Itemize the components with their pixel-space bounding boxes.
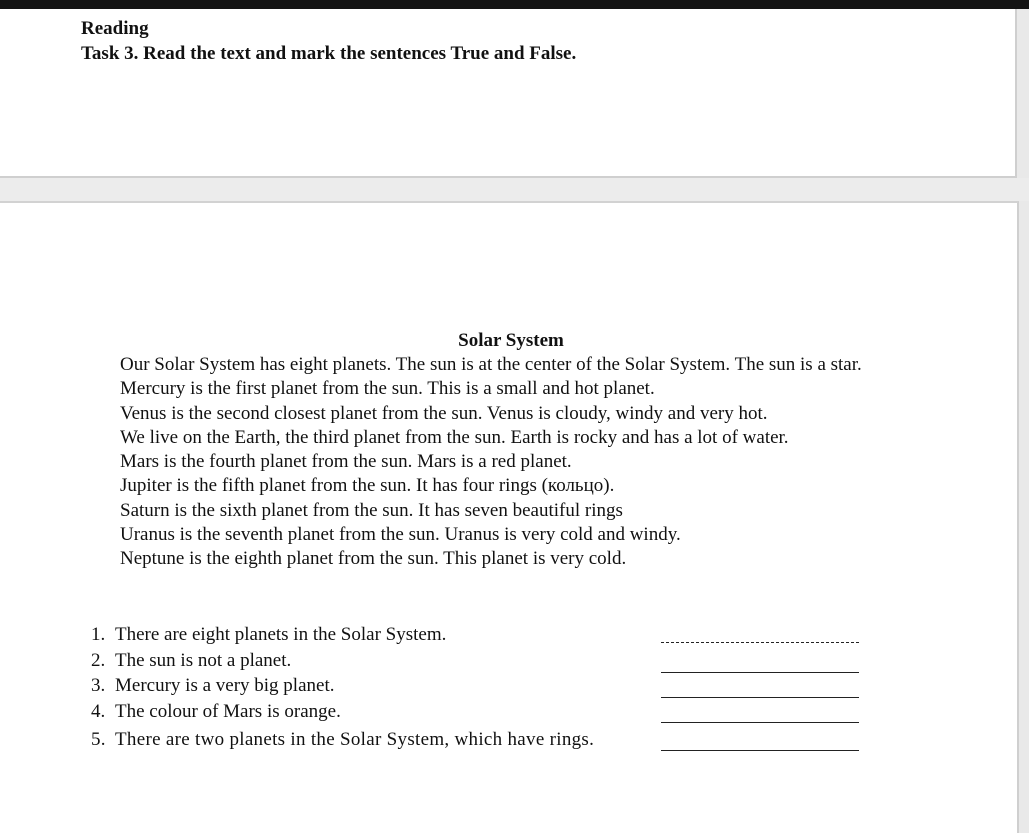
top-bar [0,0,1029,9]
paragraph: Uranus is the seventh planet from the sun. Uranus is very cold and windy. [120,524,681,546]
page-1 [0,9,1017,178]
page-gap [0,178,1029,201]
answer-line[interactable] [661,672,859,673]
paragraph: Mercury is the first planet from the sun. This is a small and hot planet. [120,378,655,400]
question-item [91,701,341,723]
question-text: There are eight planets in the Solar System. [115,624,447,645]
question-text: The colour of Mars is orange. [115,701,341,722]
question-number: 2. [91,650,106,671]
answer-line[interactable] [661,722,859,723]
question-text: Mercury is a very big planet. [115,675,335,696]
task-instruction: Task 3. Read the text and mark the sentences True and False. [81,43,577,64]
paragraph: Neptune is the eighth planet from the sun. This planet is very cold. [120,548,627,570]
paragraph: Our Solar System has eight planets. The sun is at the center of the Solar System. The sun is a star. [120,354,862,375]
question-item [91,650,291,672]
question-number: 1. [91,624,106,645]
paragraph: Mars is the fourth planet from the sun. Mars is a red planet. [120,451,572,473]
answer-line[interactable] [661,642,859,643]
section-heading: Reading [81,18,149,39]
article-text [80,353,910,572]
question-item [91,624,446,646]
paragraph: Venus is the second closest planet from the sun. Venus is cloudy, windy and very hot. [120,402,768,424]
question-text: The sun is not a planet. [115,650,292,671]
paragraph: Saturn is the sixth planet from the sun. It has seven beautiful rings [120,499,623,521]
answer-line[interactable] [661,750,859,751]
question-text: There are two planets in the Solar System, which have rings. [115,729,595,750]
paragraph: We live on the Earth, the third planet from the sun. Earth is rocky and has a lot of water. [120,426,789,448]
question-number: 4. [91,701,106,722]
article-title: Solar System [458,330,564,351]
question-item [91,729,594,751]
answer-line[interactable] [661,697,859,698]
question-item [91,675,334,697]
question-number: 5. [91,729,106,750]
paragraph: Jupiter is the fifth planet from the sun. It has four rings (кольцо). [120,475,615,497]
question-number: 3. [91,675,106,696]
